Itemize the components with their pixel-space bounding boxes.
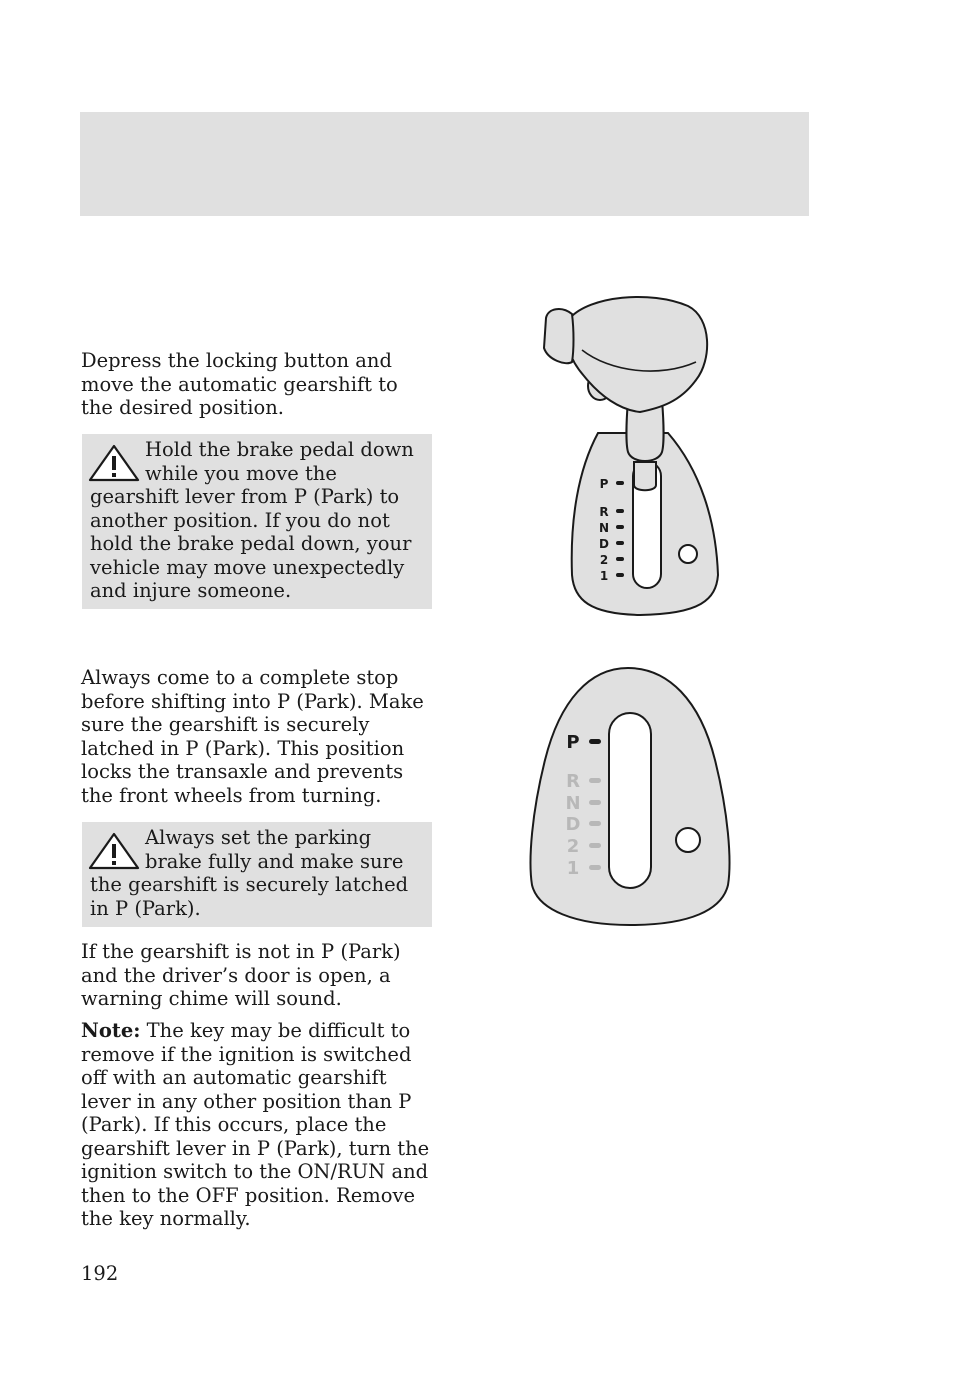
gear-tick: [616, 481, 624, 485]
gear-tick: [589, 739, 601, 744]
park-paragraph: Always come to a complete stop before shifting into P (Park). Make sure the gearshift is securely latched in P (Park). This position locks the transaxle and prevents the front wheels from turning.: [81, 666, 424, 807]
gear-label-p: P: [599, 477, 609, 491]
gear-label-r: R: [566, 771, 580, 792]
gear-tick: [616, 525, 624, 529]
warning-text-brake-pedal: Hold the brake pedal down while you move the gearshift lever from P (Park) to another position. If you do not hold the brake pedal down, your vehicle may move unexpectedly and injure someone.: [90, 438, 414, 602]
gear-tick: [589, 843, 601, 848]
gear-label-d: D: [599, 537, 609, 551]
intro-paragraph: Depress the locking button and move the automatic gearshift to the desired position.: [81, 349, 398, 419]
note-text: The key may be difficult to remove if the ignition is switched off with an automatic gearshift lever in any other position than P (Park). If this occurs, place the gearshift lever in P (Park), turn the ignition switch to the ON/RUN and then to the OFF position. Remove the key normally.: [81, 1019, 430, 1230]
page-number: 192: [81, 1262, 119, 1285]
warning-triangle-icon: [88, 443, 140, 483]
gear-label-d: D: [565, 814, 581, 835]
gear-tick: [589, 821, 601, 826]
gear-label-n: N: [598, 521, 610, 535]
warning-box-parking-brake: [82, 822, 432, 927]
gear-tick: [616, 573, 624, 577]
gear-label-2: 2: [566, 836, 580, 857]
gear-label-1: 1: [599, 569, 609, 583]
gear-tick: [616, 509, 624, 513]
gear-tick: [616, 541, 624, 545]
chime-paragraph: If the gearshift is not in P (Park) and the driver’s door is open, a warning chime will sound.: [81, 940, 401, 1010]
park-active-label: P: [566, 732, 580, 753]
gear-tick: [589, 800, 601, 805]
gearshift-lever-diagram: [540, 292, 730, 622]
chapter-header-band: [80, 112, 809, 216]
gear-tick: [616, 557, 624, 561]
gear-tick: [589, 865, 601, 870]
gear-label-r: R: [599, 505, 609, 519]
note-label: Note:: [81, 1019, 141, 1042]
gear-label-2: 2: [599, 553, 609, 567]
warning-box-brake-pedal: [82, 434, 432, 609]
gear-label-1: 1: [566, 858, 580, 879]
gear-tick: [589, 778, 601, 783]
note-paragraph: [81, 1019, 433, 1231]
warning-text-parking-brake: Always set the parking brake fully and make sure the gearshift is securely latched in P (Park).: [90, 826, 409, 920]
park-indicator-diagram: [526, 664, 734, 928]
warning-triangle-icon: [88, 831, 140, 871]
gear-label-n: N: [565, 793, 581, 814]
